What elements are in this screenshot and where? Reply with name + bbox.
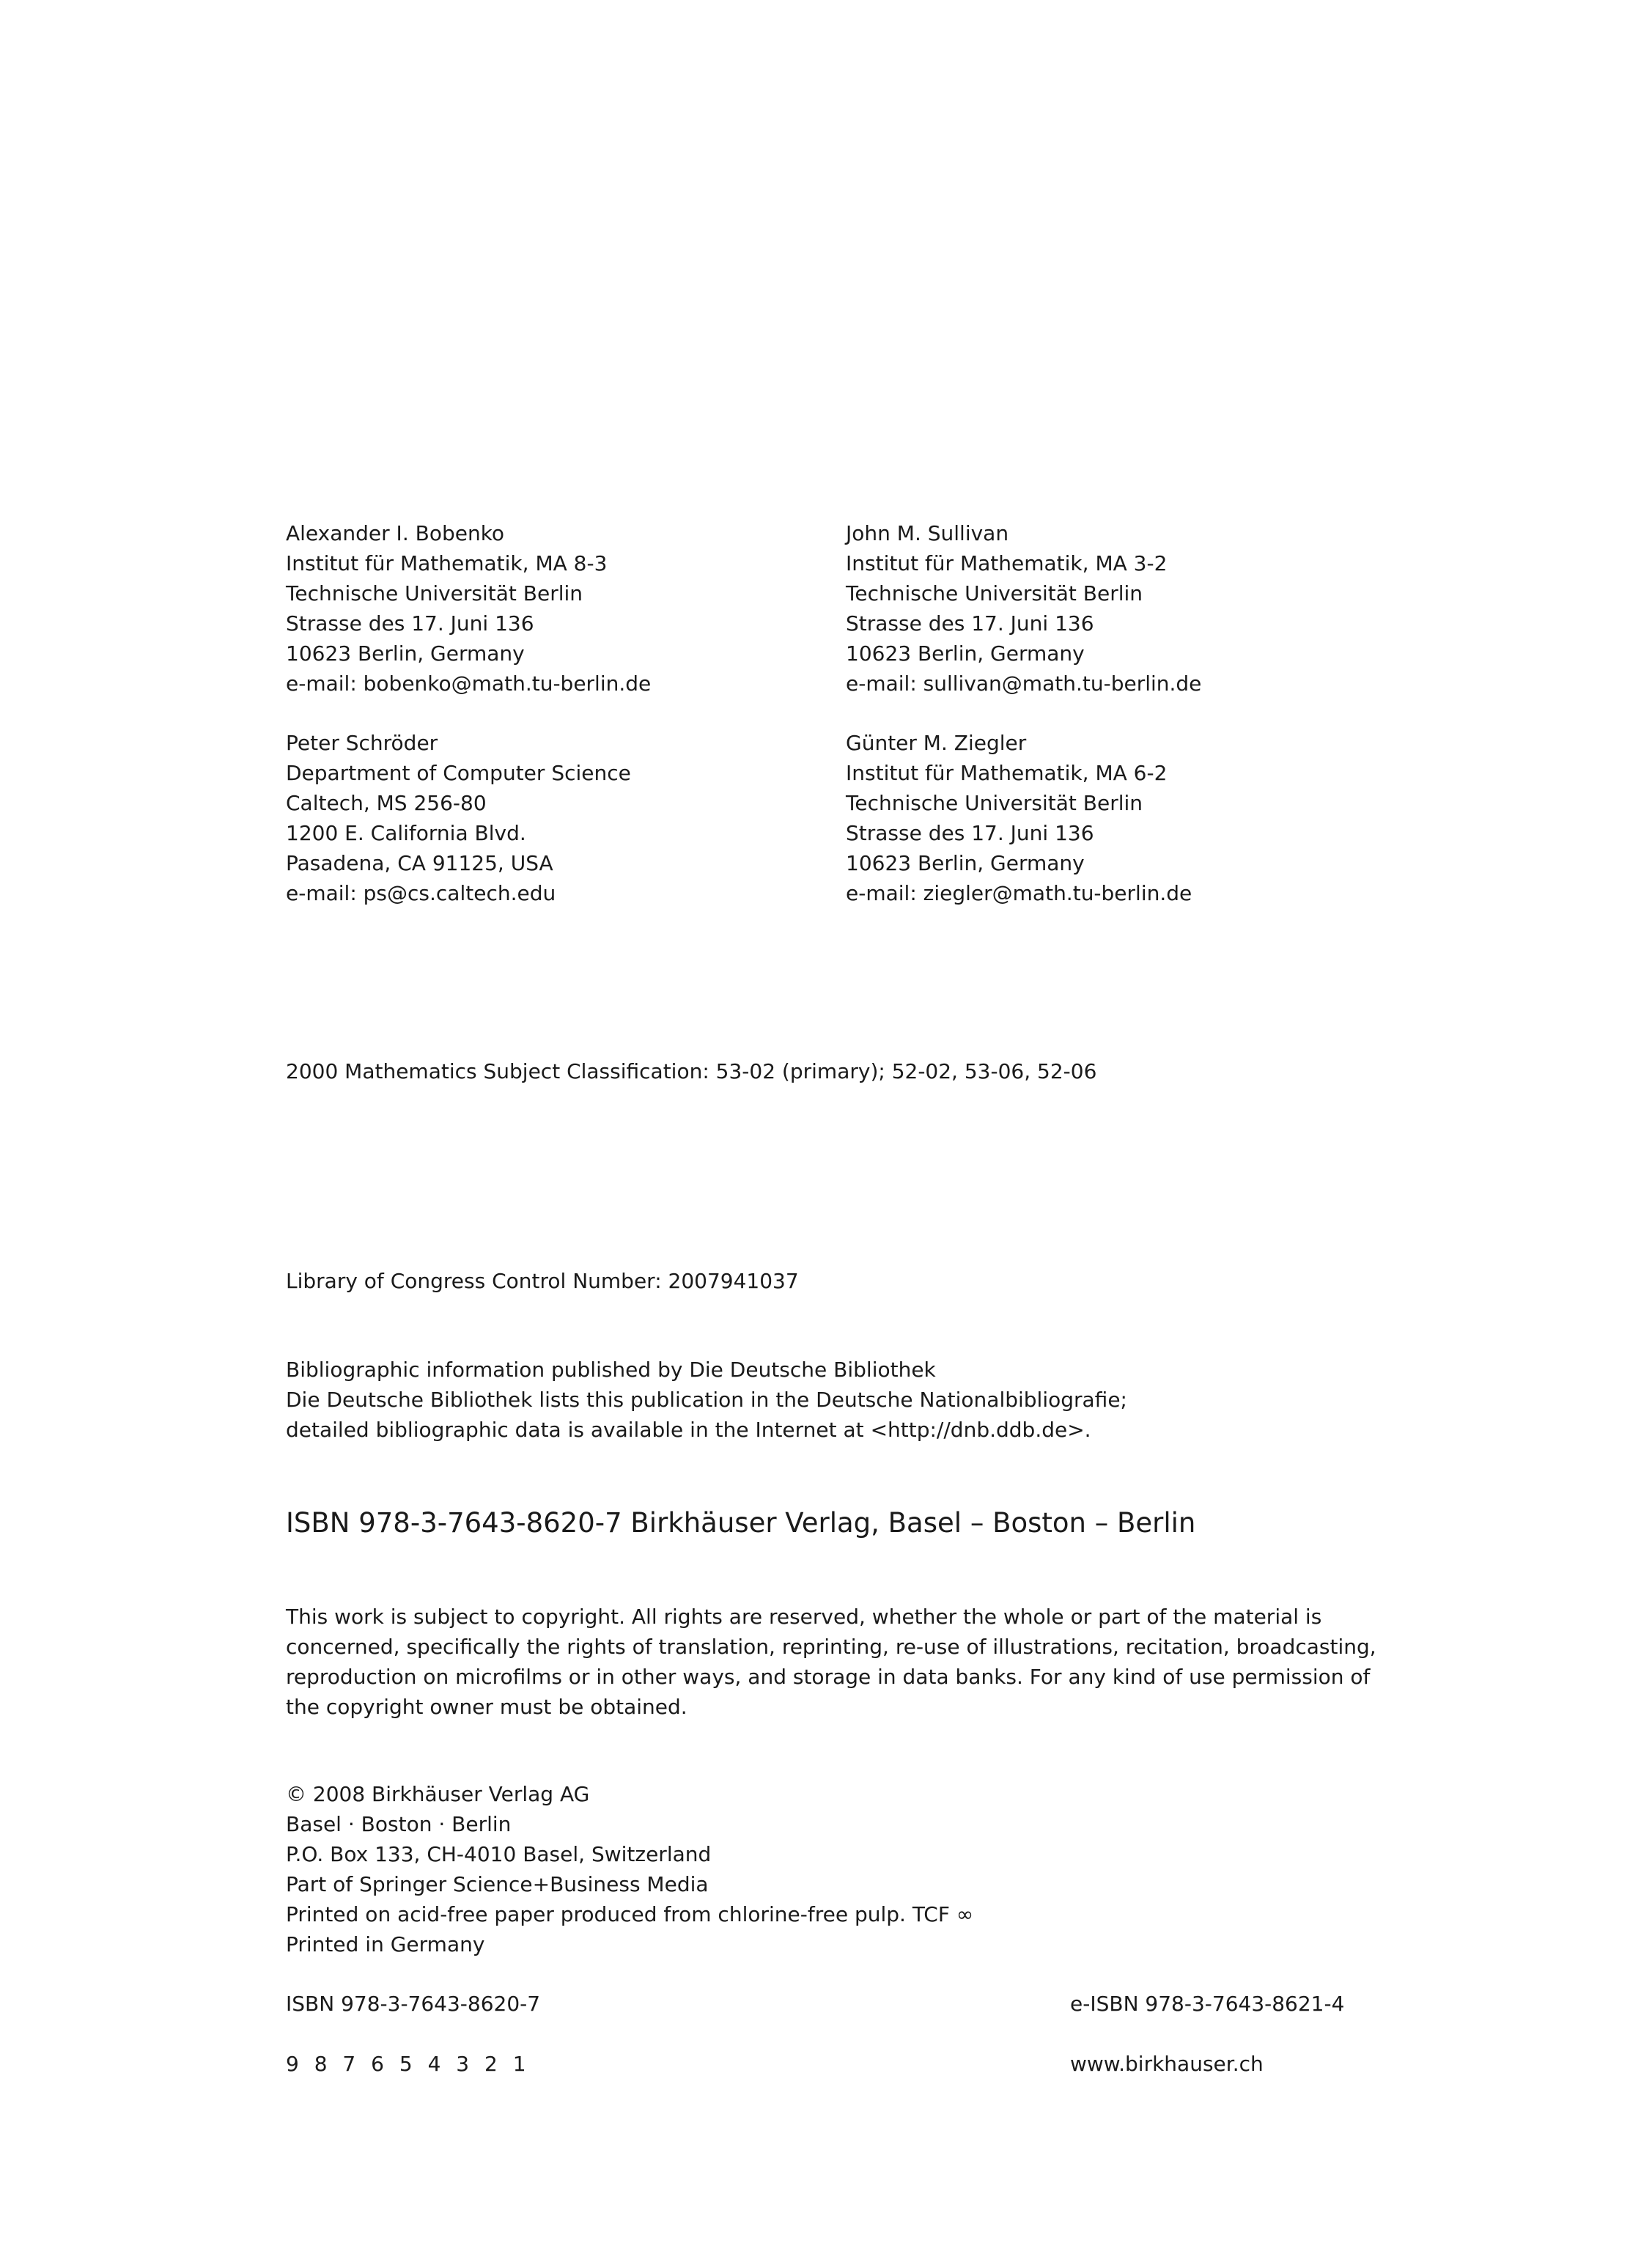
author-email: e-mail: ziegler@math.tu-berlin.de (846, 881, 1192, 905)
author-block-bobenko (286, 518, 651, 699)
author-address-line: Strasse des 17. Juni 136 (846, 821, 1094, 845)
author-address-line: Technische Universität Berlin (846, 791, 1143, 815)
copyright-notice: This work is subject to copyright. All rights are reserved, whether the whole or part of the material is concerned, specifically the rights of translation, reprinting, re-use of illustrations, recitation, broadcasting, reproduction on microfilms or in other ways, and storage in data banks. For any kind of use permission of the copyright owner must be obtained. (286, 1605, 1376, 1719)
subject-classification: 2000 Mathematics Subject Classification: 53-02 (primary); 52-02, 53-06, 52-06 (286, 1059, 1097, 1083)
publisher-line: Printed on acid-free paper produced from chlorine-free pulp. TCF ∞ (286, 1902, 974, 1926)
eisbn: e-ISBN 978-3-7643-8621-4 (1070, 1992, 1345, 2016)
author-address-line: Pasadena, CA 91125, USA (286, 851, 553, 875)
publisher-website: www.birkhauser.ch (1070, 2052, 1264, 2076)
publisher-line: Part of Springer Science+Business Media (286, 1872, 709, 1896)
bibliographic-line: Bibliographic information published by Die Deutsche Bibliothek (286, 1358, 936, 1382)
bibliographic-line: detailed bibliographic data is available in the Internet at <http://dnb.ddb.de>. (286, 1418, 1091, 1442)
author-email: e-mail: sullivan@math.tu-berlin.de (846, 671, 1202, 696)
printing-impression-line: 9 8 7 6 5 4 3 2 1 (286, 2052, 531, 2076)
author-name: Peter Schröder (286, 731, 438, 755)
author-email: e-mail: ps@cs.caltech.edu (286, 881, 556, 905)
bibliographic-information (286, 1355, 1127, 1445)
author-address-line: Caltech, MS 256-80 (286, 791, 487, 815)
author-address-line: Institut für Mathematik, MA 3-2 (846, 551, 1168, 575)
publisher-line: © 2008 Birkhäuser Verlag AG (286, 1782, 590, 1806)
author-address-line: Institut für Mathematik, MA 8-3 (286, 551, 608, 575)
author-address-line: 10623 Berlin, Germany (286, 641, 525, 666)
lccn: Library of Congress Control Number: 2007941037 (286, 1269, 799, 1293)
publisher-line: P.O. Box 133, CH-4010 Basel, Switzerland (286, 1842, 712, 1866)
author-block-sullivan (846, 518, 1201, 699)
author-address-line: Technische Universität Berlin (846, 581, 1143, 605)
isbn-print: ISBN 978-3-7643-8620-7 (286, 1992, 541, 2016)
author-name: Alexander I. Bobenko (286, 521, 505, 545)
author-block-schroeder (286, 728, 631, 908)
author-address-line: 10623 Berlin, Germany (846, 851, 1085, 875)
author-address-line: Institut für Mathematik, MA 6-2 (846, 761, 1168, 785)
author-name: Günter M. Ziegler (846, 731, 1027, 755)
bibliographic-line: Die Deutsche Bibliothek lists this publication in the Deutsche Nationalbibliografie; (286, 1388, 1127, 1412)
author-address-line: Strasse des 17. Juni 136 (846, 611, 1094, 636)
author-block-ziegler (846, 728, 1192, 908)
publisher-line: Basel · Boston · Berlin (286, 1812, 512, 1836)
author-email: e-mail: bobenko@math.tu-berlin.de (286, 671, 652, 696)
isbn-headline: ISBN 978-3-7643-8620-7 Birkhäuser Verlag, Basel – Boston – Berlin (286, 1507, 1196, 1539)
author-address-line: 1200 E. California Blvd. (286, 821, 526, 845)
publisher-block (286, 1779, 973, 1959)
author-address-line: Technische Universität Berlin (286, 581, 583, 605)
author-address-line: Department of Computer Science (286, 761, 631, 785)
author-address-line: 10623 Berlin, Germany (846, 641, 1085, 666)
author-name: John M. Sullivan (846, 521, 1009, 545)
publisher-line: Printed in Germany (286, 1932, 485, 1956)
author-address-line: Strasse des 17. Juni 136 (286, 611, 534, 636)
